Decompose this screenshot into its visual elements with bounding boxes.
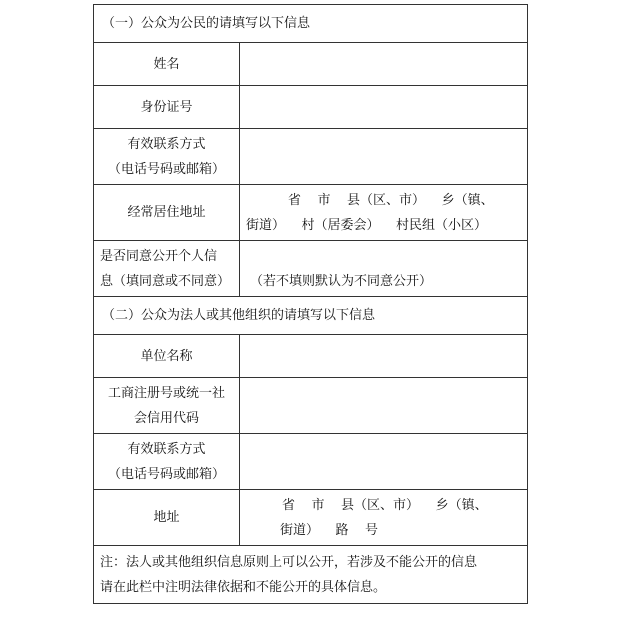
org-address-line1: 省 市 县（区、市） 乡（镇、 (282, 497, 488, 513)
name-field[interactable] (240, 43, 528, 86)
residence-address-line1: 省 市 县（区、市） 乡（镇、 (288, 192, 494, 208)
org-contact-label-line1: 有效联系方式 (127, 441, 206, 457)
citizen-section-row (94, 5, 528, 43)
citizen-id-row (94, 86, 528, 129)
citizen-contact-label (94, 129, 240, 185)
citizen-contact-row (94, 129, 528, 185)
citizen-name-row (94, 43, 528, 86)
org-contact-label (94, 434, 240, 490)
citizen-section-header: （一）公众为公民的请填写以下信息 (94, 5, 528, 43)
name-label: 姓名 (94, 43, 240, 86)
residence-address-field[interactable] (240, 185, 528, 241)
citizen-contact-field[interactable] (240, 129, 528, 185)
disclosure-note (94, 546, 528, 604)
unit-name-field[interactable] (240, 335, 528, 378)
id-number-field[interactable] (240, 86, 528, 129)
citizen-consent-row (94, 241, 528, 297)
org-unit-row (94, 335, 528, 378)
org-contact-label-line2: （电话号码或邮箱） (107, 466, 225, 482)
disclosure-note-line2: 请在此栏中注明法律依据和不能公开的具体信息。 (100, 579, 387, 595)
org-section-header: （二）公众为法人或其他组织的请填写以下信息 (94, 297, 528, 335)
consent-label (94, 241, 240, 297)
citizen-contact-label-line2: （电话号码或邮箱） (107, 161, 225, 177)
registration-code-label (94, 378, 240, 434)
org-address-row (94, 490, 528, 546)
registration-code-field[interactable] (240, 378, 528, 434)
consent-field[interactable] (240, 241, 528, 297)
org-address-line2: 街道） 路 号 (280, 522, 379, 538)
unit-name-label: 单位名称 (94, 335, 240, 378)
info-form-table (93, 4, 528, 604)
registration-code-label-line1: 工商注册号或统一社 (107, 385, 225, 401)
consent-blank (240, 244, 527, 269)
residence-address-line2: 街道） 村（居委会） 村民组（小区） (246, 217, 488, 233)
org-section-row (94, 297, 528, 335)
org-reg-row (94, 378, 528, 434)
disclosure-note-line1: 注：法人或其他组织信息原则上可以公开，若涉及不能公开的信息 (100, 554, 478, 570)
citizen-contact-label-line1: 有效联系方式 (127, 136, 206, 152)
consent-label-line2: 息（填同意或不同意） (100, 273, 231, 289)
org-contact-field[interactable] (240, 434, 528, 490)
citizen-address-row (94, 185, 528, 241)
consent-label-line1: 是否同意公开个人信 (100, 248, 218, 264)
id-number-label: 身份证号 (94, 86, 240, 129)
consent-default-note: （若不填则默认为不同意公开） (250, 273, 433, 289)
residence-address-label: 经常居住地址 (94, 185, 240, 241)
org-address-label: 地址 (94, 490, 240, 546)
registration-code-label-line2: 会信用代码 (133, 410, 199, 426)
org-address-field[interactable] (240, 490, 528, 546)
org-contact-row (94, 434, 528, 490)
note-row (94, 546, 528, 604)
